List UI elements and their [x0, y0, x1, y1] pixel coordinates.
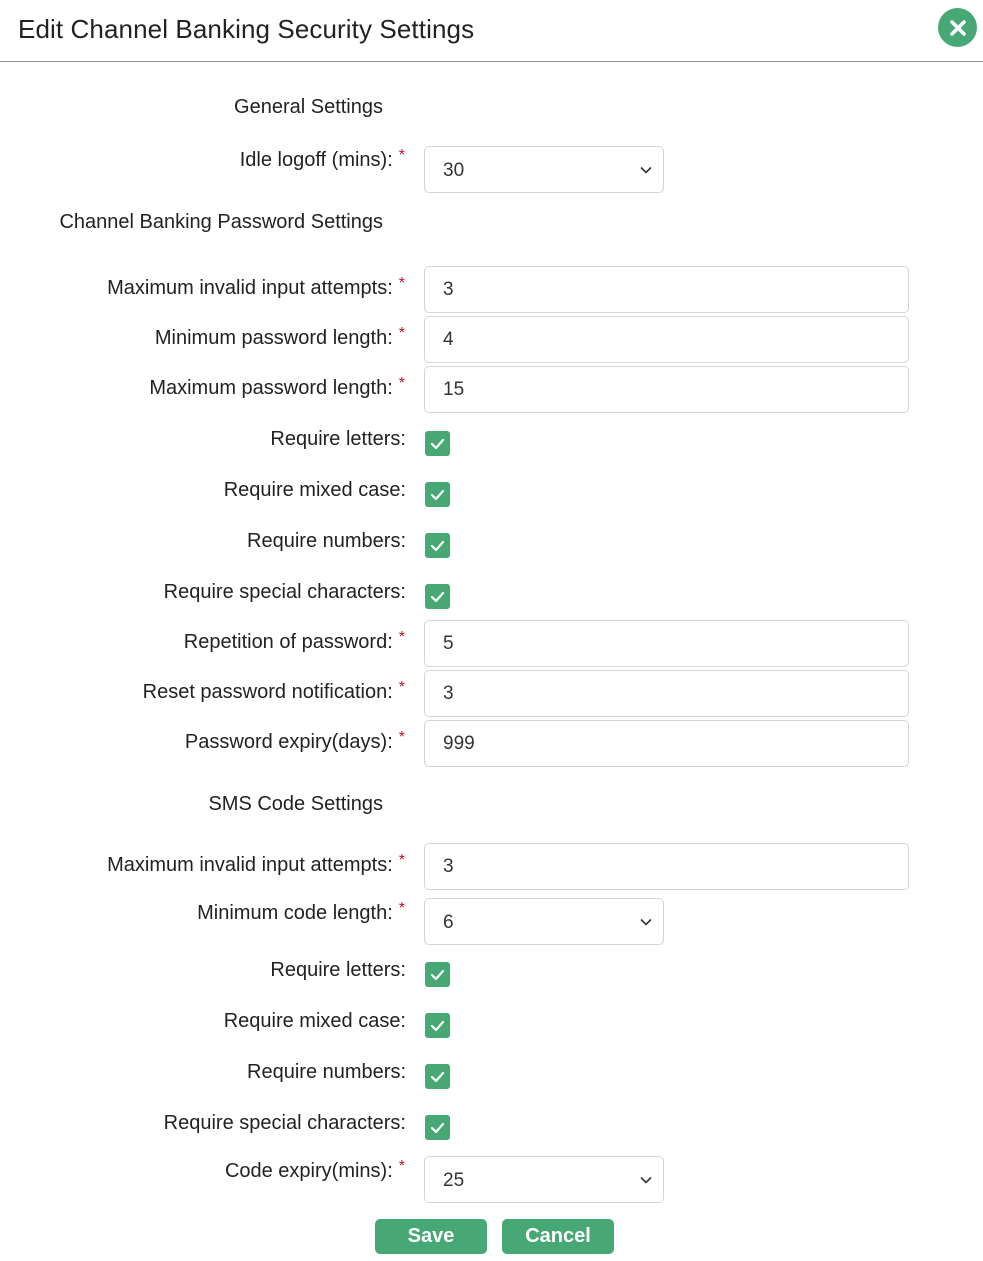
- password-require-special-label: Require special characters:: [163, 581, 406, 603]
- required-marker: *: [398, 629, 405, 646]
- min-code-length-label: Minimum code length: *: [197, 900, 405, 924]
- save-button[interactable]: Save: [375, 1219, 487, 1254]
- chevron-down-icon: [639, 1173, 653, 1187]
- sms-require-mixed-case-label: Require mixed case:: [223, 1010, 406, 1032]
- general-settings-heading: General Settings: [234, 96, 383, 118]
- dialog-title: Edit Channel Banking Security Settings: [18, 14, 475, 44]
- password-require-mixed-case-checkbox[interactable]: [425, 482, 450, 507]
- required-marker: *: [398, 900, 405, 917]
- checkmark-icon: [429, 486, 446, 503]
- password-expiry-input[interactable]: 999: [424, 720, 909, 767]
- sms-require-special-label: Require special characters:: [163, 1112, 406, 1134]
- required-marker: *: [398, 325, 405, 342]
- required-marker: *: [398, 679, 405, 696]
- code-expiry-select[interactable]: 25: [424, 1156, 664, 1203]
- max-password-length-input[interactable]: 15: [424, 366, 909, 413]
- checkmark-icon: [429, 537, 446, 554]
- password-settings-heading: Channel Banking Password Settings: [59, 211, 383, 233]
- max-password-length-label: Maximum password length: *: [149, 375, 405, 399]
- close-icon: [948, 18, 968, 38]
- password-expiry-label: Password expiry(days): *: [184, 729, 405, 753]
- password-require-special-checkbox[interactable]: [425, 584, 450, 609]
- chevron-down-icon: [639, 915, 653, 929]
- sms-require-letters-label: Require letters:: [270, 959, 406, 981]
- min-password-length-label: Minimum password length: *: [154, 325, 405, 349]
- sms-require-special-checkbox[interactable]: [425, 1115, 450, 1140]
- reset-password-notification-input[interactable]: 3: [424, 670, 909, 717]
- sms-max-invalid-label: Maximum invalid input attempts: *: [107, 852, 405, 876]
- required-marker: *: [398, 729, 405, 746]
- password-repetition-input[interactable]: 5: [424, 620, 909, 667]
- password-require-numbers-checkbox[interactable]: [425, 533, 450, 558]
- password-max-invalid-label: Maximum invalid input attempts: *: [107, 275, 405, 299]
- idle-logoff-label: Idle logoff (mins): *: [239, 147, 405, 171]
- password-max-invalid-input[interactable]: 3: [424, 266, 909, 313]
- password-require-numbers-label: Require numbers:: [247, 530, 406, 552]
- checkmark-icon: [429, 1068, 446, 1085]
- code-expiry-label: Code expiry(mins): *: [224, 1158, 405, 1182]
- dialog-header: [0, 0, 983, 62]
- chevron-down-icon: [639, 163, 653, 177]
- sms-require-mixed-case-checkbox[interactable]: [425, 1013, 450, 1038]
- sms-require-numbers-label: Require numbers:: [247, 1061, 406, 1083]
- sms-require-numbers-checkbox[interactable]: [425, 1064, 450, 1089]
- idle-logoff-select[interactable]: 30: [424, 146, 664, 193]
- reset-password-notification-label: Reset password notification: *: [142, 679, 405, 703]
- password-require-letters-label: Require letters:: [270, 428, 406, 450]
- min-password-length-input[interactable]: 4: [424, 316, 909, 363]
- min-code-length-select[interactable]: 6: [424, 898, 664, 945]
- password-require-mixed-case-label: Require mixed case:: [223, 479, 406, 501]
- checkmark-icon: [429, 966, 446, 983]
- required-marker: *: [398, 147, 405, 164]
- password-require-letters-checkbox[interactable]: [425, 431, 450, 456]
- sms-max-invalid-input[interactable]: 3: [424, 843, 909, 890]
- checkmark-icon: [429, 435, 446, 452]
- sms-require-letters-checkbox[interactable]: [425, 962, 450, 987]
- required-marker: *: [398, 1158, 405, 1175]
- cancel-button[interactable]: Cancel: [502, 1219, 614, 1254]
- password-repetition-label: Repetition of password: *: [183, 629, 405, 653]
- close-button[interactable]: [938, 8, 977, 47]
- required-marker: *: [398, 375, 405, 392]
- checkmark-icon: [429, 1119, 446, 1136]
- checkmark-icon: [429, 1017, 446, 1034]
- checkmark-icon: [429, 588, 446, 605]
- required-marker: *: [398, 852, 405, 869]
- sms-code-settings-heading: SMS Code Settings: [208, 793, 383, 815]
- required-marker: *: [398, 275, 405, 292]
